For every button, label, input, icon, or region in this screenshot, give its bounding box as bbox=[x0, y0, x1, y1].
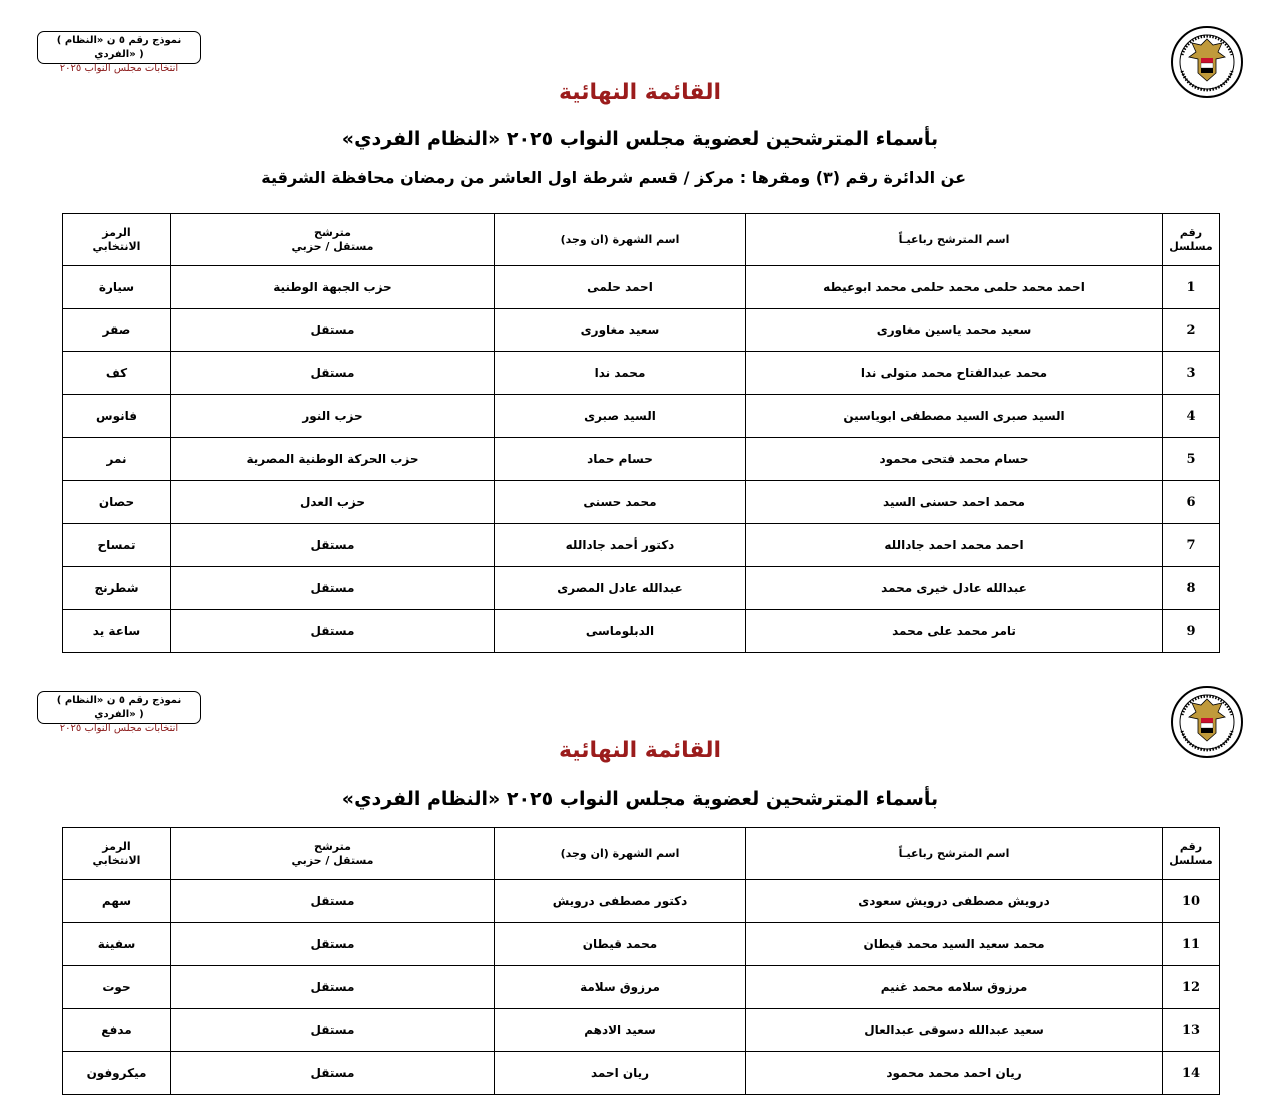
form-number-box bbox=[37, 31, 201, 74]
cell-symbol: حوت bbox=[63, 966, 171, 1009]
cell-symbol: شطرنج bbox=[63, 567, 171, 610]
form-number-line1: ( نموذج رقم ٥ ن «النظام الفردي» ) bbox=[56, 35, 182, 60]
table-header-row bbox=[63, 214, 1220, 266]
cell-serial: 10 bbox=[1163, 880, 1220, 923]
cell-name: احمد محمد حلمى محمد حلمى محمد ابوعيطه bbox=[746, 266, 1163, 309]
candidates-table bbox=[62, 213, 1220, 653]
cell-serial: 8 bbox=[1163, 567, 1220, 610]
cell-type: مستقل bbox=[171, 610, 495, 653]
cell-type: مستقل bbox=[171, 352, 495, 395]
page-title: القائمة النهائية bbox=[558, 738, 722, 763]
table-header-row bbox=[63, 828, 1220, 880]
cell-serial: 14 bbox=[1163, 1052, 1220, 1095]
cell-type: حزب النور bbox=[171, 395, 495, 438]
cell-symbol: ميكروفون bbox=[63, 1052, 171, 1095]
cell-type: حزب العدل bbox=[171, 481, 495, 524]
page-subtitle: بأسماء المترشحين لعضوية مجلس النواب ٢٠٢٥ «النظام الفردي» bbox=[341, 788, 939, 810]
cell-nickname: الدبلوماسى bbox=[495, 610, 746, 653]
cell-name: السيد صبرى السيد مصطفى ابوياسين bbox=[746, 395, 1163, 438]
cell-serial: 11 bbox=[1163, 923, 1220, 966]
cell-nickname: محمد ندا bbox=[495, 352, 746, 395]
candidates-table bbox=[62, 827, 1220, 1095]
header-nickname: اسم الشهرة (ان وجد) bbox=[495, 828, 746, 880]
cell-name: محمد عبدالفتاح محمد متولى ندا bbox=[746, 352, 1163, 395]
cell-name: سعيد محمد ياسين مغاورى bbox=[746, 309, 1163, 352]
cell-type: حزب الحركة الوطنية المصرية bbox=[171, 438, 495, 481]
cell-name: ريان احمد محمد محمود bbox=[746, 1052, 1163, 1095]
cell-symbol: مدفع bbox=[63, 1009, 171, 1052]
form-number-box bbox=[37, 691, 201, 734]
cell-name: محمد احمد حسنى السيد bbox=[746, 481, 1163, 524]
cell-nickname: محمد حسنى bbox=[495, 481, 746, 524]
cell-name: محمد سعيد السيد محمد قيطان bbox=[746, 923, 1163, 966]
table-row bbox=[63, 266, 1220, 309]
cell-nickname: دكتور مصطفى درويش bbox=[495, 880, 746, 923]
cell-name: درويش مصطفى درويش سعودى bbox=[746, 880, 1163, 923]
cell-name: حسام محمد فتحى محمود bbox=[746, 438, 1163, 481]
cell-symbol: سهم bbox=[63, 880, 171, 923]
form-number-line1: ( نموذج رقم ٥ ن «النظام الفردي» ) bbox=[56, 695, 182, 720]
cell-symbol: سفينة bbox=[63, 923, 171, 966]
cell-nickname: احمد حلمى bbox=[495, 266, 746, 309]
form-number-line2: انتخابات مجلس النواب ٢٠٢٥ bbox=[59, 723, 179, 734]
header-serial: رقم مسلسل bbox=[1163, 214, 1220, 266]
cell-nickname: حسام حماد bbox=[495, 438, 746, 481]
cell-symbol: نمر bbox=[63, 438, 171, 481]
table-row bbox=[63, 309, 1220, 352]
cell-serial: 9 bbox=[1163, 610, 1220, 653]
cell-nickname: سعيد الادهم bbox=[495, 1009, 746, 1052]
page-2 bbox=[0, 660, 1280, 1101]
cell-type: مستقل bbox=[171, 567, 495, 610]
table-row bbox=[63, 966, 1220, 1009]
header-type: مترشح مستقل / حزبي bbox=[171, 214, 495, 266]
cell-type: مستقل bbox=[171, 1009, 495, 1052]
cell-nickname: سعيد مغاورى bbox=[495, 309, 746, 352]
table-row bbox=[63, 923, 1220, 966]
table-row bbox=[63, 438, 1220, 481]
cell-symbol: تمساح bbox=[63, 524, 171, 567]
cell-name: عبدالله عادل خيرى محمد bbox=[746, 567, 1163, 610]
cell-serial: 6 bbox=[1163, 481, 1220, 524]
cell-name: تامر محمد على محمد bbox=[746, 610, 1163, 653]
cell-serial: 5 bbox=[1163, 438, 1220, 481]
cell-type: مستقل bbox=[171, 966, 495, 1009]
cell-name: مرزوق سلامه محمد غنيم bbox=[746, 966, 1163, 1009]
table-row bbox=[63, 1052, 1220, 1095]
cell-nickname: محمد قيطان bbox=[495, 923, 746, 966]
cell-type: مستقل bbox=[171, 524, 495, 567]
header-name: اسم المترشح رباعيـاً bbox=[746, 828, 1163, 880]
cell-symbol: صقر bbox=[63, 309, 171, 352]
header-name: اسم المترشح رباعيـاً bbox=[746, 214, 1163, 266]
cell-nickname: دكتور أحمد جادالله bbox=[495, 524, 746, 567]
cell-serial: 3 bbox=[1163, 352, 1220, 395]
table-row bbox=[63, 524, 1220, 567]
table-row bbox=[63, 567, 1220, 610]
cell-nickname: مرزوق سلامة bbox=[495, 966, 746, 1009]
header-type: مترشح مستقل / حزبي bbox=[171, 828, 495, 880]
cell-symbol: سيارة bbox=[63, 266, 171, 309]
cell-serial: 12 bbox=[1163, 966, 1220, 1009]
table-row bbox=[63, 1009, 1220, 1052]
cell-nickname: ريان احمد bbox=[495, 1052, 746, 1095]
cell-type: مستقل bbox=[171, 1052, 495, 1095]
cell-serial: 4 bbox=[1163, 395, 1220, 438]
cell-symbol: فانوس bbox=[63, 395, 171, 438]
header-symbol: الرمز الانتخابي bbox=[63, 214, 171, 266]
table-row bbox=[63, 610, 1220, 653]
page-subtitle: بأسماء المترشحين لعضوية مجلس النواب ٢٠٢٥ «النظام الفردي» bbox=[341, 128, 939, 150]
cell-type: مستقل bbox=[171, 923, 495, 966]
table-row bbox=[63, 481, 1220, 524]
header-serial: رقم مسلسل bbox=[1163, 828, 1220, 880]
cell-name: احمد محمد احمد جادالله bbox=[746, 524, 1163, 567]
table-row bbox=[63, 880, 1220, 923]
cell-type: مستقل bbox=[171, 880, 495, 923]
header-nickname: اسم الشهرة (ان وجد) bbox=[495, 214, 746, 266]
table-row bbox=[63, 352, 1220, 395]
cell-serial: 7 bbox=[1163, 524, 1220, 567]
table-row bbox=[63, 395, 1220, 438]
page-title: القائمة النهائية bbox=[558, 80, 722, 105]
cell-name: سعيد عبدالله دسوقى عبدالعال bbox=[746, 1009, 1163, 1052]
cell-symbol: ساعة يد bbox=[63, 610, 171, 653]
cell-serial: 2 bbox=[1163, 309, 1220, 352]
cell-nickname: عبدالله عادل المصرى bbox=[495, 567, 746, 610]
cell-type: مستقل bbox=[171, 309, 495, 352]
cell-serial: 1 bbox=[1163, 266, 1220, 309]
cell-serial: 13 bbox=[1163, 1009, 1220, 1052]
header-symbol: الرمز الانتخابي bbox=[63, 828, 171, 880]
cell-nickname: السيد صبرى bbox=[495, 395, 746, 438]
form-number-line2: انتخابات مجلس النواب ٢٠٢٥ bbox=[59, 63, 179, 74]
cell-symbol: كف bbox=[63, 352, 171, 395]
district-info: عن الدائرة رقم (٣) ومقرها : مركز / قسم شرطة اول العاشر من رمضان محافظة الشرقية bbox=[261, 168, 966, 187]
cell-symbol: حصان bbox=[63, 481, 171, 524]
cell-type: حزب الجبهة الوطنية bbox=[171, 266, 495, 309]
